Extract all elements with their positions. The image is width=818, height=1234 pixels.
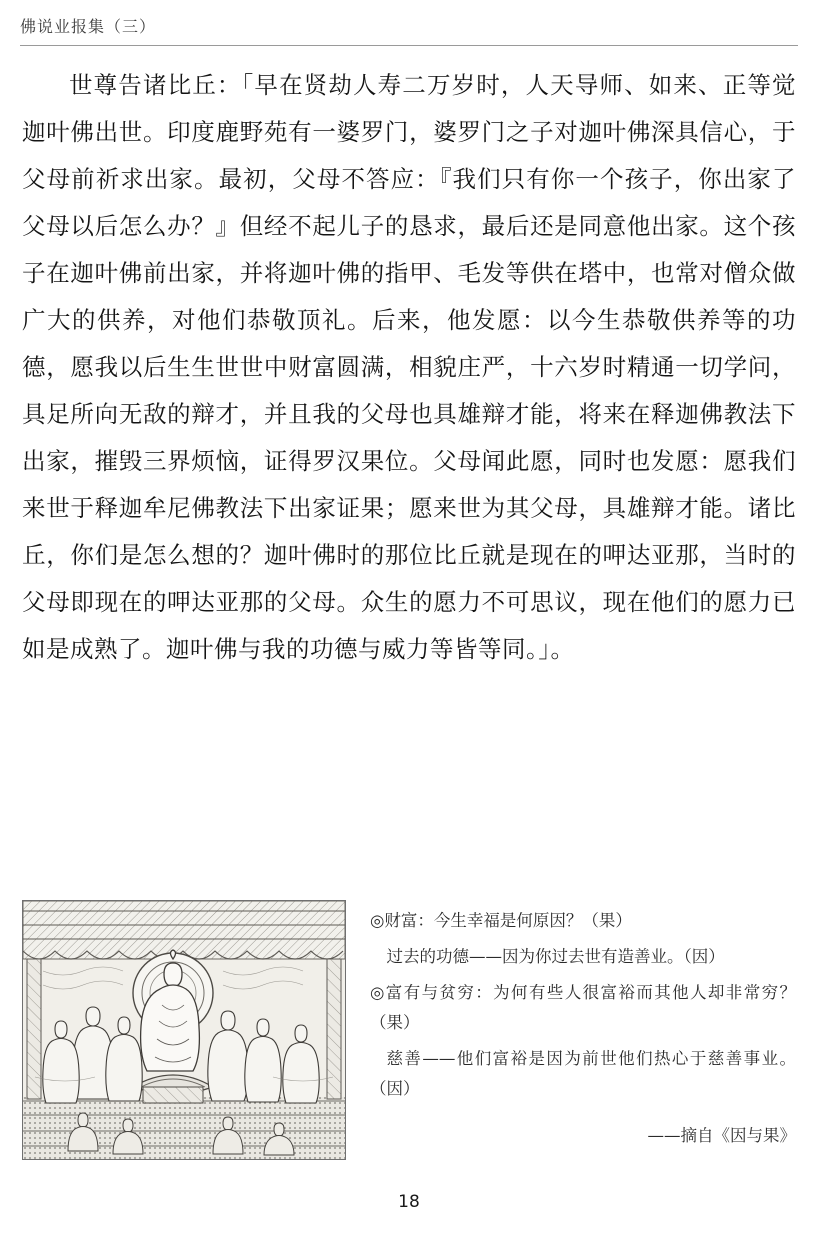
- running-header: [20, 14, 798, 44]
- main-body-text: [22, 62, 796, 673]
- buddhist-engraving-illustration: [22, 900, 346, 1160]
- note-line-3: ◎富有与贫穷：为何有些人很富裕而其他人却非常穷？（果）: [370, 983, 796, 1032]
- note-line-4: 慈善——他们富裕是因为前世他们热心于慈善事业。（因）: [370, 1049, 796, 1098]
- notes-panel: [370, 906, 796, 1146]
- header-title: 佛说业报集（三）: [20, 17, 157, 36]
- sutra-paragraph: 世尊告诸比丘：「早在贤劫人寿二万岁时，人天导师、如来、正等觉迦叶佛出世。印度鹿野苑有一婆罗门，婆罗门之子对迦叶佛深具信心，于父母前祈求出家。最初，父母不答应：『我们只有你一个孩子，你出家了父母以后怎么办？』但经不起儿子的恳求，最后还是同意他出家。这个孩子在迦叶佛前出家，并将迦叶佛的指甲、毛发等供在塔中，也常对僧众做广大的供养，对他们恭敬顶礼。后来，他发愿：以今生恭敬供养等的功德，愿我以后生生世世中财富圆满，相貌庄严，十六岁时精通一切学问，具足所向无敌的辩才，并且我的父母也具雄辩才能，将来在释迦佛教法下出家，摧毁三界烦恼，证得罗汉果位。父母闻此愿，同时也发愿：愿我们来世于释迦牟尼佛教法下出家证果；愿来世为其父母，具雄辩才能。诸比丘，你们是怎么想的？迦叶佛时的那位比丘就是现在的呷达亚那，当时的父母即现在的呷达亚那的父母。众生的愿力不可思议，现在他们的愿力已如是成熟了。迦叶佛与我的功德与威力等皆等同。」。: [22, 71, 796, 663]
- note-source: ——摘自《因与果》: [647, 1126, 796, 1145]
- header-divider: [20, 45, 798, 46]
- page-number: 18: [398, 1192, 420, 1212]
- note-line-1: ◎财富：今生幸福是何原因？（果）: [370, 911, 632, 930]
- note-line-2: 过去的功德——因为你过去世有造善业。（因）: [386, 947, 725, 966]
- bottom-block: [22, 900, 796, 1160]
